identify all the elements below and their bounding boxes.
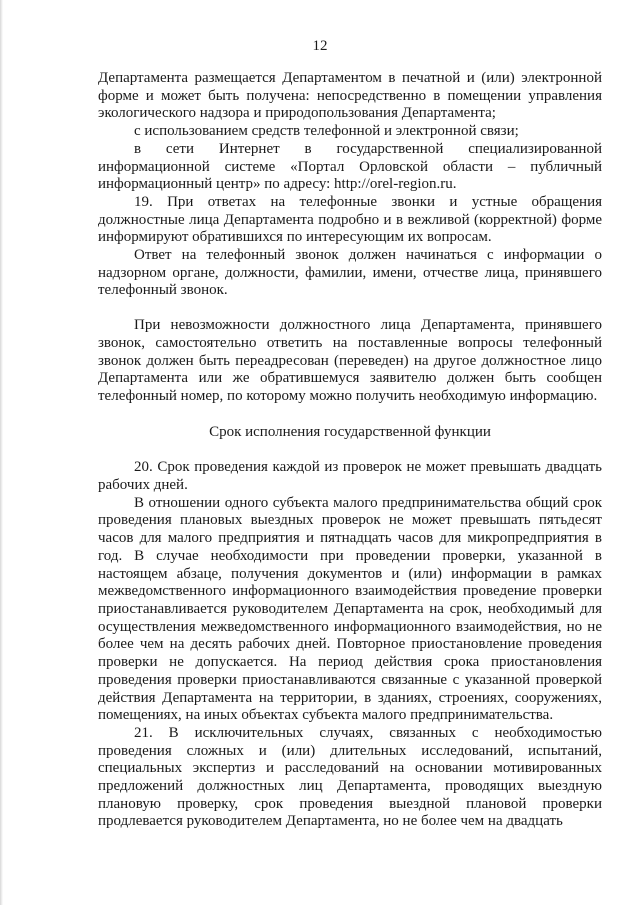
paragraph-19: 19. При ответах на телефонные звонки и устные обращения должностные лица Департамента подробно и в вежливой (корректной) форме информируют обратившихся по интересующим их вопросам. <box>98 193 602 246</box>
paragraph-internet-portal: в сети Интернет в государственной специализированной информационной системе «Портал Орловской области – публичный информационный центр» по адресу: http://orel-region.ru. <box>98 140 602 193</box>
paragraph-20: 20. Срок проведения каждой из проверок не может превышать двадцать рабочих дней. <box>98 459 602 494</box>
paragraph-21: 21. В исключительных случаях, связанных с необходимостью проведения сложных и (или) длительных исследований, испытаний, специальных экспертиз и расследований на основании мотивированных предложений должностных лиц Департамента, проводящих выездную плановую проверку, срок проведения выездной плановой проверки продлевается руководителем Департамента, но не более чем на двадцать <box>98 724 602 830</box>
section-heading: Срок исполнения государственной функции <box>209 423 491 440</box>
paragraph-communication: с использованием средств телефонной и электронной связи; <box>134 123 519 140</box>
paragraph-continuation: Департамента размещается Департаментом в печатной и (или) электронной форме и может быть получена: непосредственно в помещении управления экологического надзора и природопользования Департамента; <box>98 70 602 122</box>
paragraph-phone-answer: Ответ на телефонный звонок должен начинаться с информации о надзорном органе, должности, фамилии, имени, отчестве лица, принявшего телефонный звонок. <box>98 247 602 299</box>
page-number: 12 <box>312 38 328 54</box>
paragraph-small-business: В отношении одного субъекта малого предпринимательства общий срок проведения плановых выездных проверок не может превышать пятьдесят часов для малого предприятия и пятнадцать часов для микропредприятия в год. В случае необходимости при проведении проверки, указанной в настоящем абзаце, получения документов и (или) информации в рамках межведомственного информационного взаимодействия проведение проверки приостанавливается руководителем Департамента на срок, необходимый для осуществления межведомственного информационного взаимодействия, но не более чем на десять рабочих дней. Повторное приостановление проведения проверки не допускается. На период действия срока приостановления проведения проверки приостанавливаются связанные с указанной проверкой действия Департамента на территории, в зданиях, строениях, сооружениях, помещениях, на иных объектах субъекта малого предпринимательства. <box>98 494 602 724</box>
document-body <box>98 70 602 831</box>
scan-edge-shadow <box>0 0 3 905</box>
paragraph-call-redirect: При невозможности должностного лица Департамента, принявшего звонок, самостоятельно ответить на поставленные вопросы телефонный звонок должен быть переадресован (переведен) на другое должностное лицо Департамента или же обратившемуся заявителю должен быть сообщен телефонный номер, по которому можно получить необходимую информацию. <box>98 317 602 404</box>
